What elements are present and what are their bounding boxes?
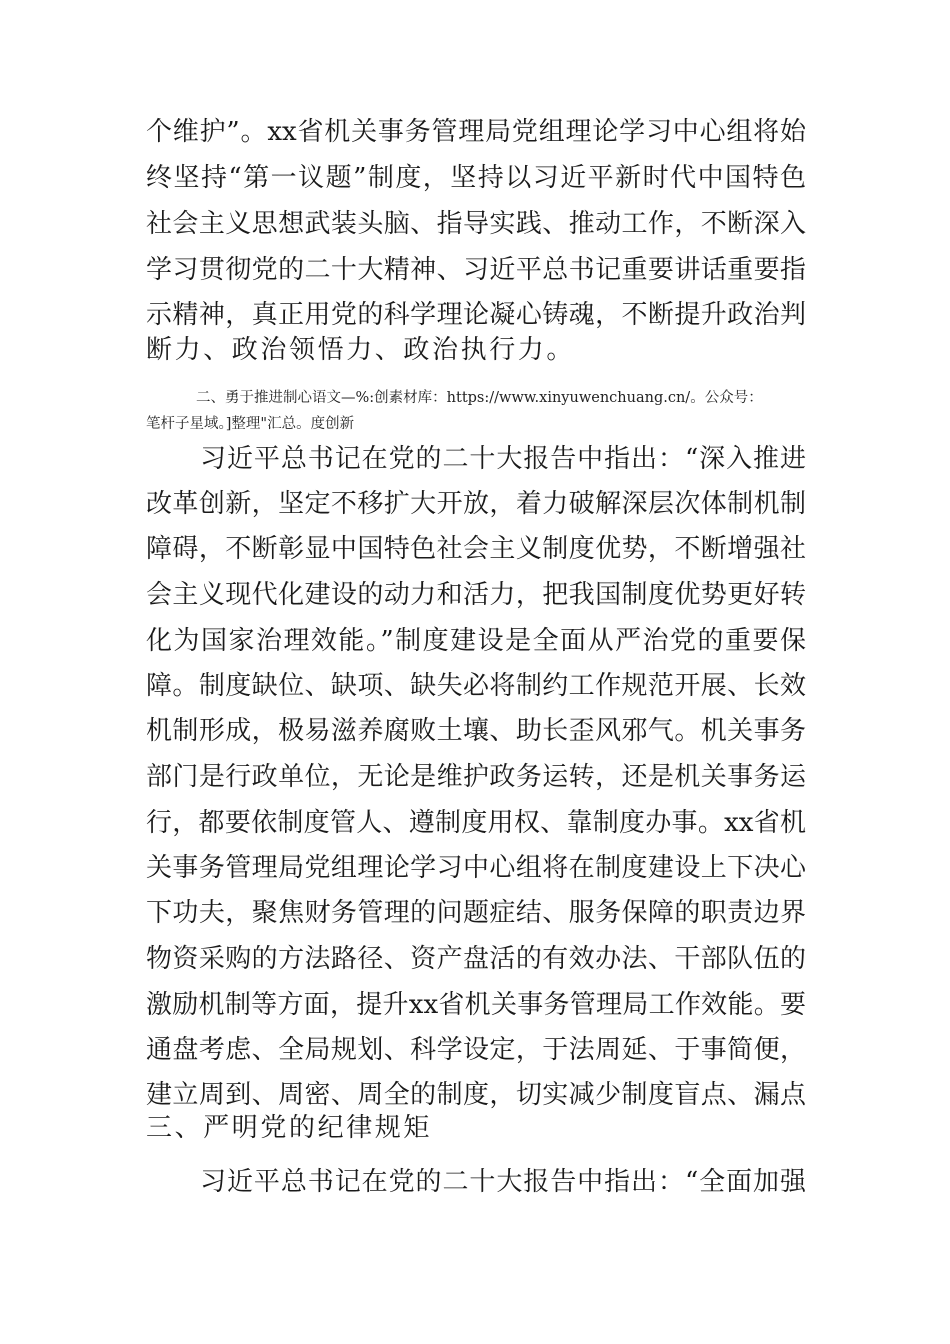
section-3-heading: 三、严明党的纪律规矩: [146, 1113, 433, 1143]
paragraph-2-line-15: 建立周到、周密、周全的制度，切实减少制度盲点、漏点: [146, 1080, 806, 1110]
section-2-heading-line-2: 笔杆子星域。]整理"汇总。度创新: [146, 416, 355, 432]
paragraph-2-line-13: 激励机制等方面，提升xx省机关事务管理局工作效能。要: [146, 990, 806, 1020]
paragraph-2-line-6: 障。制度缺位、缺项、缺失必将制约工作规范开展、长效: [146, 671, 806, 701]
paragraph-2-line-5: 化为国家治理效能。”制度建设是全面从严治党的重要保: [146, 626, 806, 656]
section-2-heading-line-1: 二、勇于推进制心语文—%:创素材库：https://www.xinyuwenchuang.cn/。公众号：: [196, 390, 763, 406]
paragraph-1-line-4: 学习贯彻党的二十大精神、习近平总书记重要讲话重要指: [146, 255, 806, 285]
paragraph-2-line-11: 下功夫，聚焦财务管理的问题症结、服务保障的职责边界: [146, 898, 806, 928]
paragraph-2-line-4: 会主义现代化建设的动力和活力，把我国制度优势更好转: [146, 580, 806, 610]
paragraph-2-line-10: 关事务管理局党组理论学习中心组将在制度建设上下决心: [146, 853, 806, 883]
paragraph-1-line-6: 断力、政治领悟力、政治执行力。: [146, 335, 576, 365]
paragraph-3-line-1: 习近平总书记在党的二十大报告中指出：“全面加强: [200, 1167, 806, 1197]
paragraph-2-line-2: 改革创新，坚定不移扩大开放，着力破解深层次体制机制: [146, 489, 806, 519]
paragraph-1-line-5: 示精神，真正用党的科学理论凝心铸魂，不断提升政治判: [146, 300, 806, 330]
paragraph-2-line-14: 通盘考虑、全局规划、科学设定，于法周延、于事简便，: [146, 1035, 806, 1065]
paragraph-2-line-3: 障碍，不断彰显中国特色社会主义制度优势，不断增强社: [146, 534, 806, 564]
paragraph-2-line-7: 机制形成，极易滋养腐败土壤、助长歪风邪气。机关事务: [146, 716, 806, 746]
paragraph-2-line-12: 物资采购的方法路径、资产盘活的有效办法、干部队伍的: [146, 944, 806, 974]
paragraph-2-line-9: 行，都要依制度管人、遵制度用权、靠制度办事。xx省机: [146, 808, 806, 838]
paragraph-1-line-1: 个维护”。xx省机关事务管理局党组理论学习中心组将始: [146, 117, 806, 147]
paragraph-2-line-8: 部门是行政单位，无论是维护政务运转，还是机关事务运: [146, 762, 806, 792]
paragraph-2-line-1: 习近平总书记在党的二十大报告中指出：“深入推进: [200, 444, 806, 474]
paragraph-1-line-3: 社会主义思想武装头脑、指导实践、推动工作，不断深入: [146, 209, 806, 239]
paragraph-1-line-2: 终坚持“第一议题”制度，坚持以习近平新时代中国特色: [146, 163, 806, 193]
